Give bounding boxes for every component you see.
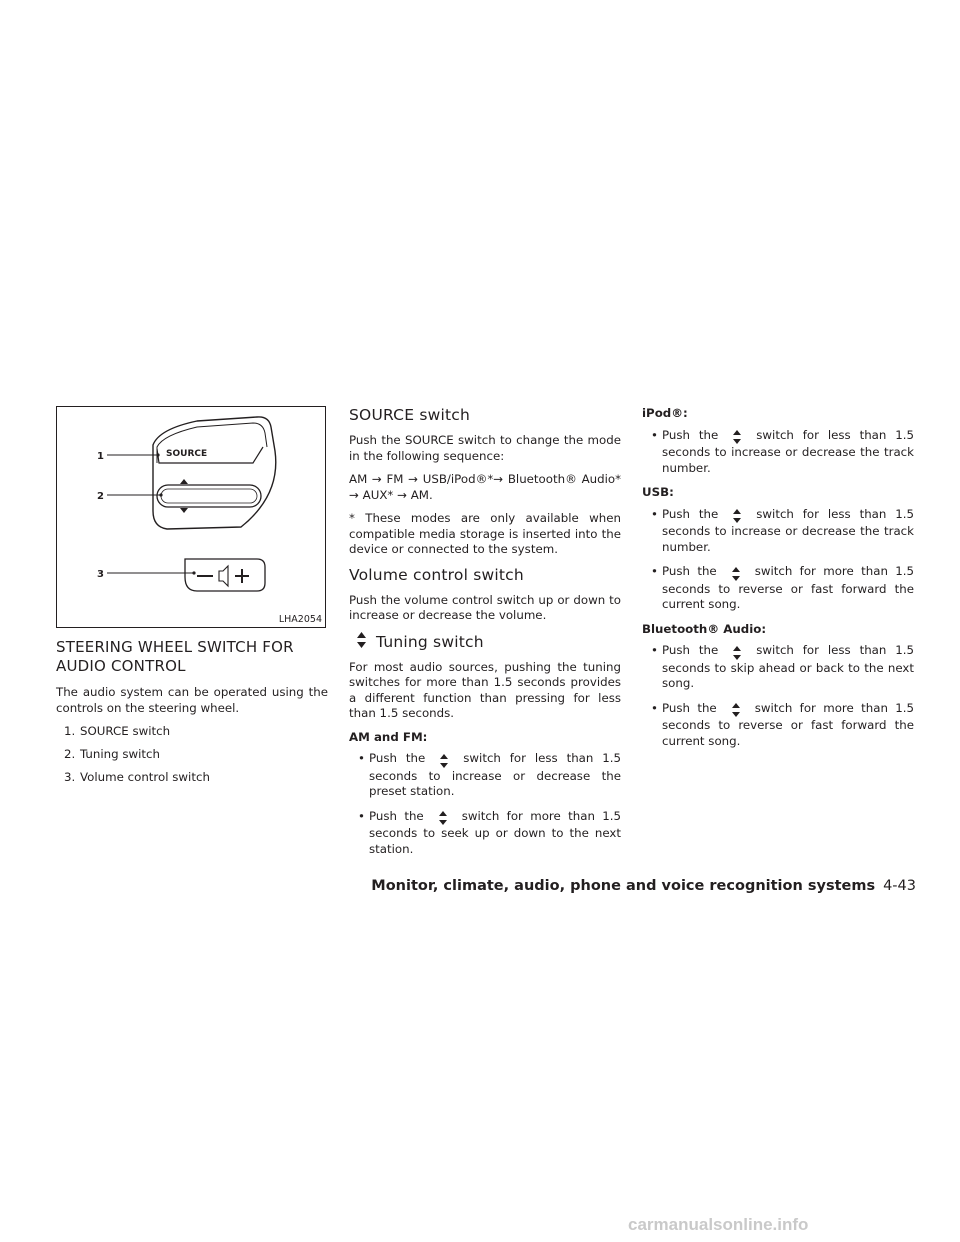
intro-paragraph: The audio system can be operated using the controls on the steering wheel. <box>56 685 328 715</box>
source-footnote: * These modes are only available when compatible media storage is inserted into the device or connected to the system. <box>349 511 621 556</box>
left-column <box>56 406 328 793</box>
list-item: 3. Volume control switch <box>64 770 210 784</box>
tuning-switch-icon <box>718 509 756 525</box>
watermark: carmanualsonline.info <box>628 1215 809 1234</box>
section-heading <box>56 638 328 676</box>
tuning-switch-icon <box>425 753 463 769</box>
tuning-switch-icon <box>717 566 755 582</box>
callout-1: 1 <box>97 451 104 462</box>
source-paragraph-1: Push the SOURCE switch to change the mode in the following sequence: <box>349 433 621 463</box>
list-item: • Push the switch for more than 1.5 seconds to seek up or down to the next station. <box>358 808 621 856</box>
tuning-switch-icon <box>357 632 366 648</box>
tuning-paragraph: For most audio sources, pushing the tuning switches for more than 1.5 seconds provides a different function than pressing for less than 1.5 seconds. <box>349 659 621 720</box>
list-item: • Push the switch for less than 1.5 seconds to increase or decrease the track number. <box>651 506 915 554</box>
source-sequence: AM → FM → USB/iPod®*→ Bluetooth® Audio* → AUX* → AM. <box>349 472 621 502</box>
heading-line-1: STEERING WHEEL SWITCH FOR <box>56 638 294 656</box>
steering-switch-figure <box>56 406 326 628</box>
switch-list <box>56 724 328 786</box>
list-item: • Push the switch for less than 1.5 seconds to increase or decrease the track number. <box>651 427 915 475</box>
footer-section-title: Monitor, climate, audio, phone and voice recognition systems <box>371 878 876 894</box>
source-button-label: SOURCE <box>166 449 208 459</box>
ipod-label: iPod®: <box>642 406 688 420</box>
list-item: 1. SOURCE switch <box>64 724 171 738</box>
tuning-switch-icon <box>718 645 756 661</box>
tuning-switch-icon <box>717 703 755 719</box>
heading-line-2: AUDIO CONTROL <box>56 657 186 675</box>
middle-column <box>349 406 621 866</box>
steering-switch-illustration <box>57 407 325 627</box>
list-item: • Push the switch for less than 1.5 seconds to skip ahead or back to the next song. <box>651 643 915 690</box>
page-number: 4-43 <box>883 878 916 894</box>
bluetooth-audio-label: Bluetooth® Audio: <box>642 621 767 636</box>
volume-paragraph: Push the volume control switch up or down to increase or decrease the volume. <box>349 592 621 622</box>
usb-label: USB: <box>642 485 674 499</box>
page-footer <box>371 876 916 896</box>
right-column <box>642 406 914 758</box>
amfm-label: AM and FM: <box>349 729 428 744</box>
source-switch-heading: SOURCE switch <box>349 406 471 424</box>
tuning-switch-icon <box>718 430 756 446</box>
volume-switch-heading: Volume control switch <box>349 565 524 584</box>
list-item: • Push the switch for more than 1.5 seconds to reverse or fast forward the current song. <box>651 700 914 748</box>
tuning-switch-heading: Tuning switch <box>349 632 621 652</box>
figure-code: LHA2054 <box>278 614 322 625</box>
callout-3: 3 <box>97 569 104 580</box>
tuning-switch-icon <box>424 811 462 827</box>
list-item: • Push the switch for less than 1.5 seconds to increase or decrease the preset station. <box>358 751 622 798</box>
list-item: 2. Tuning switch <box>64 747 161 761</box>
callout-2: 2 <box>97 491 104 502</box>
list-item: • Push the switch for more than 1.5 seconds to reverse or fast forward the current song. <box>651 564 914 611</box>
